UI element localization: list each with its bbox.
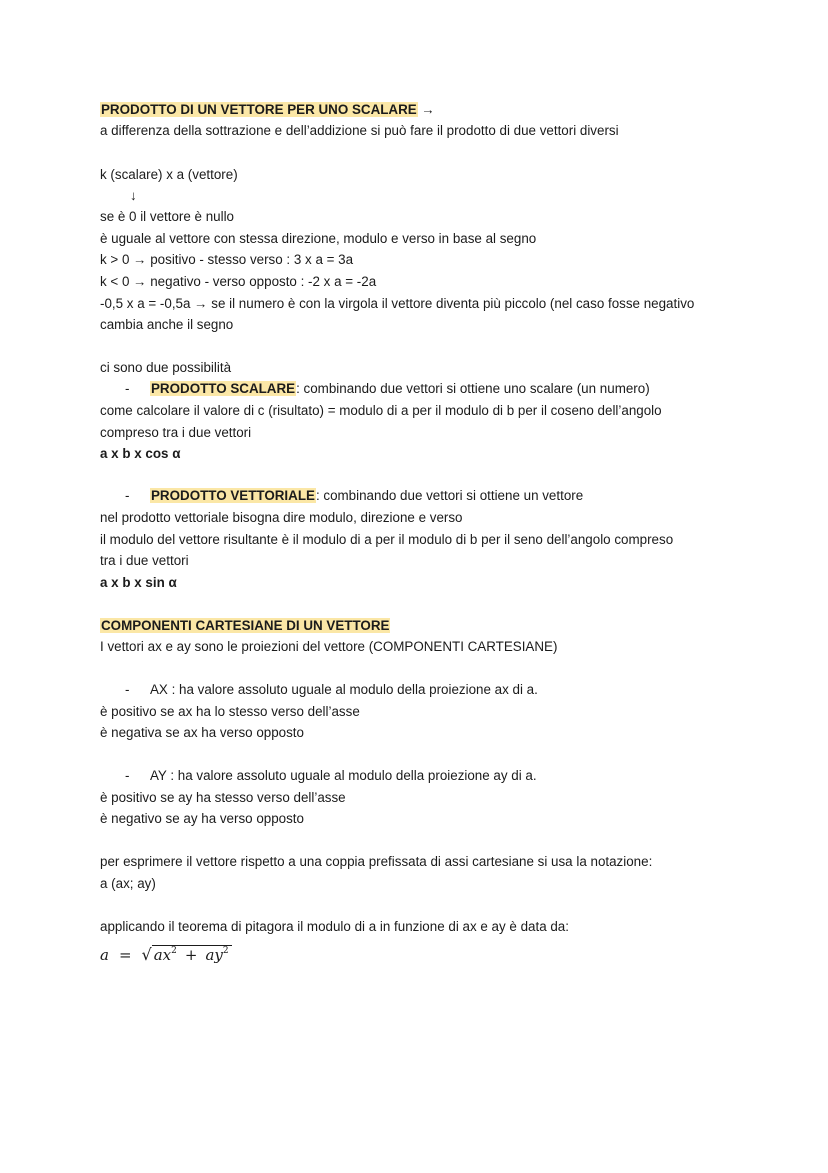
bullet-dash: - — [125, 381, 130, 396]
scalar-product-text: : combinando due vettori si ottiene uno scalare (un numero) — [296, 381, 650, 396]
text-line: il modulo del vettore risultante è il modulo di a per il modulo di b per il seno dell’angolo compreso — [100, 532, 674, 547]
vector-product-text: : combinando due vettori si ottiene un vettore — [315, 488, 584, 503]
text-line: compreso tra i due vettori — [100, 425, 252, 440]
down-arrow-icon: ↓ — [130, 188, 137, 203]
bullet-dash: - — [125, 682, 130, 697]
scalar-formula: a x b x cos α — [100, 446, 181, 461]
plus-sign: + — [184, 946, 198, 964]
square-root-icon: √ — [141, 945, 152, 964]
text-line: è positivo se ax ha lo stesso verso dell’asse — [100, 704, 360, 719]
scalar-product-line — [150, 380, 650, 398]
notation: a (ax; ay) — [100, 876, 156, 891]
text-line: è negativa se ax ha verso opposto — [100, 725, 304, 740]
text-line: è positivo se ay ha stesso verso dell’asse — [100, 790, 346, 805]
vector-product-line — [150, 487, 583, 505]
text-line: k > 0 → positivo - stesso verso : 3 x a = 3a — [100, 252, 354, 267]
formula-line: k (scalare) x a (vettore) — [100, 167, 238, 182]
equation-lhs: a — [100, 946, 109, 964]
section-title-line — [100, 101, 435, 119]
text-line: se è 0 il vettore è nullo — [100, 209, 234, 224]
ax-component-line: AX : ha valore assoluto uguale al modulo della proiezione ax di a. — [150, 682, 538, 697]
title-arrow: → — [417, 102, 435, 117]
text-line: -0,5 x a = -0,5a → se il numero è con la virgola il vettore diventa più piccolo (nel caso fosse negativo — [100, 296, 695, 311]
radicand — [152, 945, 232, 964]
scalar-product-label: PRODOTTO SCALARE — [151, 381, 296, 396]
term-ax: ax — [153, 946, 172, 964]
text-line: k < 0 → negativo - verso opposto : -2 x a = -2a — [100, 274, 377, 289]
term-ay: ay — [205, 946, 223, 964]
exponent: 2 — [222, 946, 229, 956]
text-line: come calcolare il valore di c (risultato) = modulo di a per il modulo di b per il coseno dell’angolo — [100, 403, 662, 418]
exponent: 2 — [171, 946, 177, 956]
pythagoras-text: applicando il teorema di pitagora il modulo di a in funzione di ax e ay è data da: — [100, 919, 569, 934]
text-line: cambia anche il segno — [100, 317, 234, 332]
possibilities-intro: ci sono due possibilità — [100, 360, 232, 375]
equals-sign: = — [118, 946, 132, 964]
text-line: è uguale al vettore con stessa direzione, modulo e verso in base al segno — [100, 231, 537, 246]
ay-component-line: AY : ha valore assoluto uguale al modulo della proiezione ay di a. — [150, 768, 537, 783]
text-line: è negativo se ay ha verso opposto — [100, 811, 304, 826]
modulus-equation — [100, 940, 232, 966]
notation-intro: per esprimere il vettore rispetto a una coppia prefissata di assi cartesiane si usa la notazione: — [100, 854, 653, 869]
bullet-dash: - — [125, 488, 130, 503]
section-title-line — [100, 617, 390, 635]
section-intro: I vettori ax e ay sono le proiezioni del vettore (COMPONENTI CARTESIANE) — [100, 639, 558, 654]
text-line: nel prodotto vettoriale bisogna dire modulo, direzione e verso — [100, 510, 463, 525]
text-line: tra i due vettori — [100, 553, 189, 568]
bullet-dash: - — [125, 768, 130, 783]
section-title: PRODOTTO DI UN VETTORE PER UNO SCALARE — [101, 102, 417, 117]
vector-product-label: PRODOTTO VETTORIALE — [151, 488, 315, 503]
vector-formula: a x b x sin α — [100, 575, 177, 590]
section-title: COMPONENTI CARTESIANE DI UN VETTORE — [101, 618, 390, 633]
section-intro: a differenza della sottrazione e dell’addizione si può fare il prodotto di due vettori diversi — [100, 123, 619, 138]
